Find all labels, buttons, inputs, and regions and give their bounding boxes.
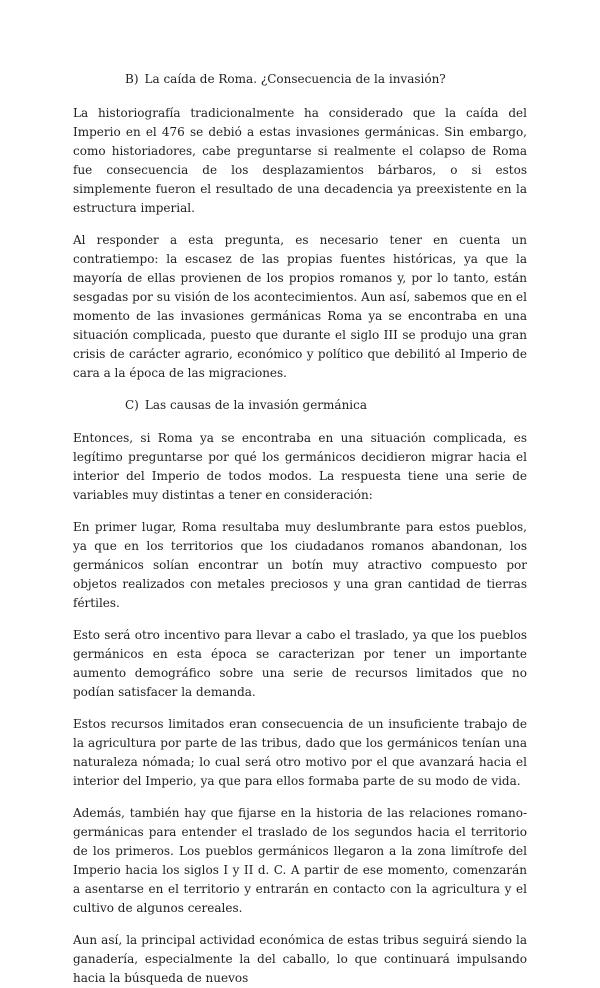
paragraph: Estos recursos limitados eran consecuencia de un insuficiente trabajo de la agricultura por parte de las tribus, dado que los germánicos tenían una naturaleza nómada; lo cual será otro motivo por el que avanzará hacia el interior del Imperio, ya que para ellos formaba parte de su modo de vida. <box>73 717 527 788</box>
section-marker: B) <box>125 72 139 86</box>
paragraph: En primer lugar, Roma resultaba muy deslumbrante para estos pueblos, ya que en los territorios que los ciudadanos romanos abandonan, los germánicos solían encontrar un botín muy atractivo compuesto por objetos realizados con metales preciosos y una gran cantidad de tierras fértiles. <box>73 520 527 610</box>
paragraph: Al responder a esta pregunta, es necesario tener en cuenta un contratiempo: la escasez de las propias fuentes históricas, ya que la mayoría de ellas provienen de los propios romanos y, por lo tanto, están sesgadas por su visión de los acontecimientos. Aun así, sabemos que en el momento de las invasiones germánicas Roma ya se encontraba en una situación complicada, puesto que durante el siglo III se produjo una gran crisis de carácter agrario, económico y político que debilitó al Imperio de cara a la época de las migraciones. <box>73 233 527 380</box>
paragraph: Esto será otro incentivo para llevar a cabo el traslado, ya que los pueblos germánicos en esta época se caracterizan por tener un importante aumento demográfico sobre una serie de recursos limitados que no podían satisfacer la demanda. <box>73 628 527 699</box>
section-heading-c <box>73 396 527 415</box>
section-marker: C) <box>125 398 139 412</box>
paragraph: Entonces, si Roma ya se encontraba en una situación complicada, es legítimo preguntarse por qué los germánicos decidieron migrar hacia el interior del Imperio de todos modos. La respuesta tiene una serie de variables muy distintas a tener en consideración: <box>73 431 527 502</box>
section-title: La caída de Roma. ¿Consecuencia de la invasión? <box>144 72 446 86</box>
section-title: Las causas de la invasión germánica <box>144 398 368 412</box>
paragraph: Aun así, la principal actividad económica de estas tribus seguirá siendo la ganadería, especialmente la del caballo, lo que continuará impulsando hacia la búsqueda de nuevos <box>73 933 527 985</box>
section-heading-b <box>73 70 527 89</box>
paragraph: Además, también hay que fijarse en la historia de las relaciones romano-germánicas para entender el traslado de los segundos hacia el territorio de los primeros. Los pueblos germánicos llegaron a la zona limítrofe del Imperio hacia los siglos I y II d. C. A partir de ese momento, comenzarán a asentarse en el territorio y entrarán en contacto con la agricultura y el cultivo de algunos cereales. <box>73 806 527 915</box>
paragraph: La historiografía tradicionalmente ha considerado que la caída del Imperio en el 476 se debió a estas invasiones germánicas. Sin embargo, como historiadores, cabe preguntarse si realmente el colapso de Roma fue consecuencia de los desplazamientos bárbaros, o si estos simplemente fueron el resultado de una decadencia ya preexistente en la estructura imperial. <box>73 106 527 215</box>
